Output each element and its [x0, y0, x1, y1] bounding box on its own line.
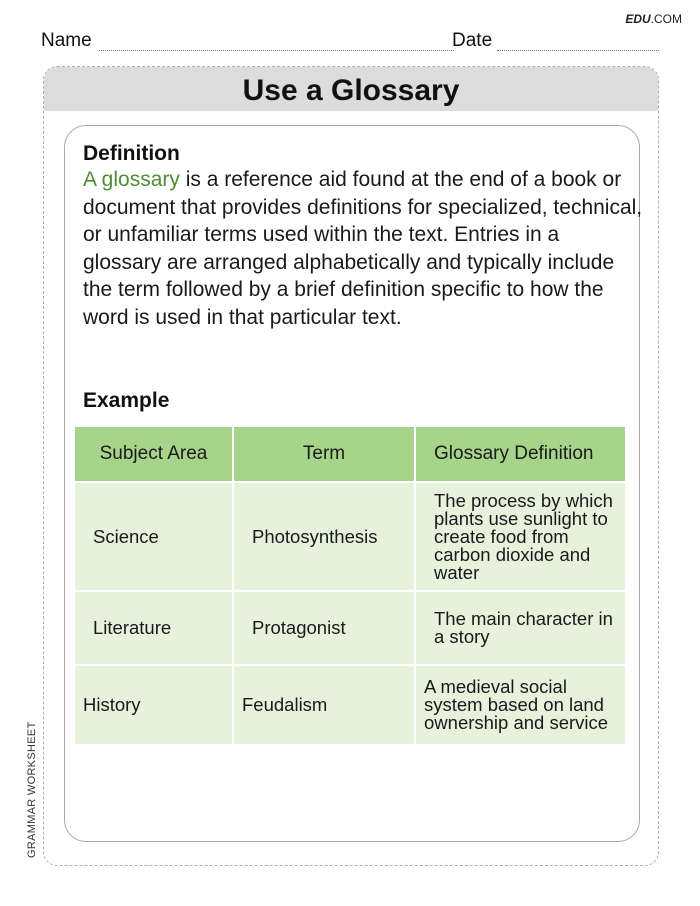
side-label: GRAMMAR WORKSHEET [26, 721, 38, 858]
row-subject: History [75, 665, 233, 745]
name-field[interactable] [99, 50, 454, 51]
definition-heading: Definition [83, 142, 180, 165]
definition-text [83, 166, 643, 331]
table-row [75, 591, 626, 665]
row-definition: The process by which plants use sunlight to create food from carbon dioxide and water [415, 482, 626, 591]
definition-body: is a reference aid found at the end of a book or document that provides definitions for specialized, technical, or unfamiliar terms used within the text. Entries in a glossary are arranged alphabetically and typically include the term followed by a brief definition specific to how the word is used in that particular text. [83, 168, 643, 329]
example-heading: Example [83, 389, 170, 412]
table-row [75, 665, 626, 745]
column-header-subject: Subject Area [75, 427, 233, 482]
page-title: Use a Glossary [44, 67, 658, 111]
row-term: Feudalism [233, 665, 415, 745]
definition-highlight: A glossary [83, 168, 180, 191]
row-term: Photosynthesis [233, 482, 415, 591]
name-date-row [41, 30, 659, 54]
row-term: Protagonist [233, 591, 415, 665]
row-subject: Literature [75, 591, 233, 665]
table-header-row [75, 427, 626, 482]
date-field[interactable] [497, 50, 659, 51]
row-subject: Science [75, 482, 233, 591]
row-definition: The main character in a story [415, 591, 626, 665]
name-label: Name [41, 30, 92, 51]
table-row [75, 482, 626, 591]
brand-logo: EDU.COM [625, 12, 682, 26]
column-header-definition: Glossary Definition [415, 427, 626, 482]
glossary-table [75, 427, 627, 746]
column-header-term: Term [233, 427, 415, 482]
date-label: Date [452, 30, 493, 51]
row-definition: A medieval social system based on land ownership and service [415, 665, 626, 745]
